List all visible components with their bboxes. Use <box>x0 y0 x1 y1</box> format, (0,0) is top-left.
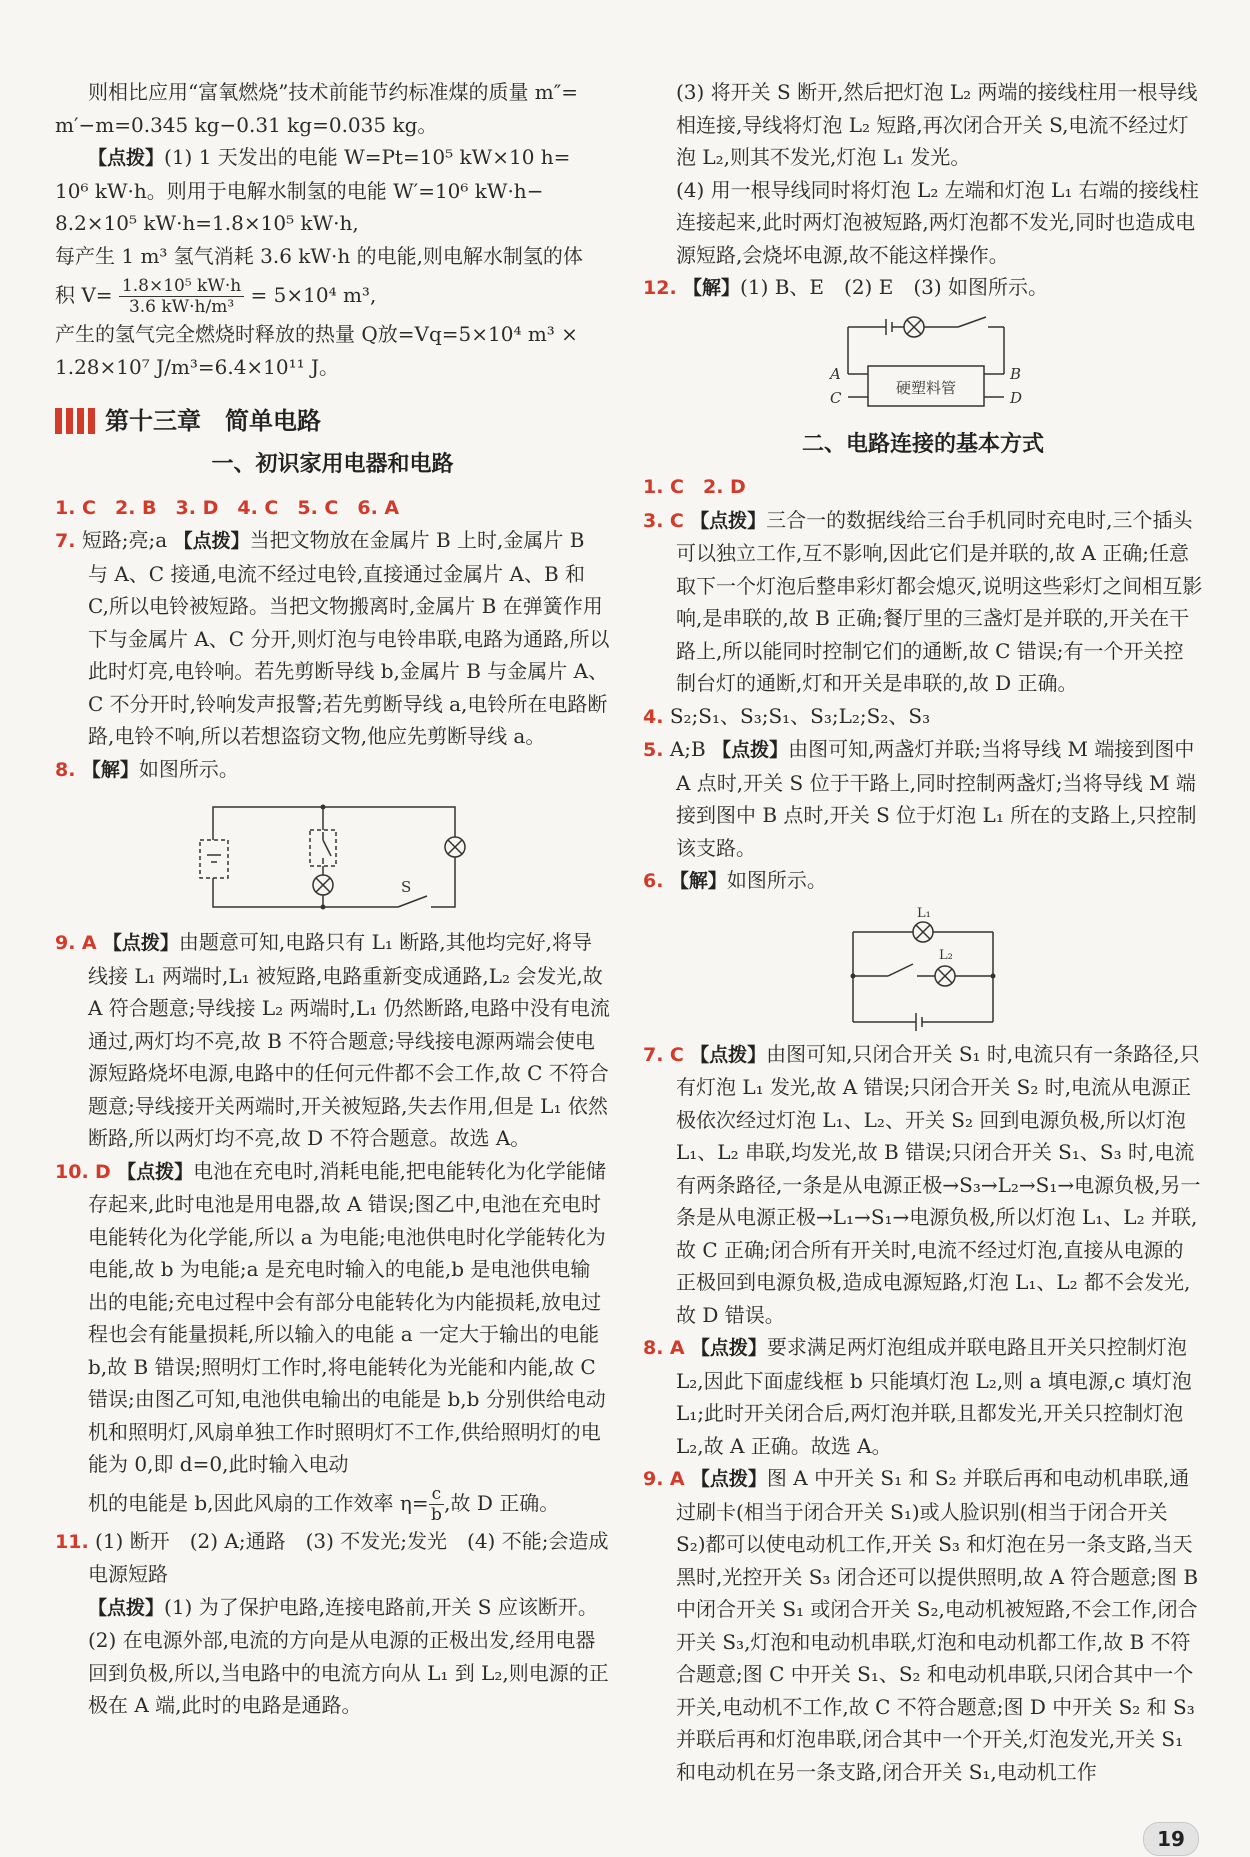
q9r-answer: A <box>669 1468 685 1490</box>
answers-1-2: 1. C 2. D <box>643 476 746 498</box>
q8-circuit-figure <box>55 792 610 922</box>
energy-line-1 <box>55 141 610 175</box>
q10-dianbo-label: 【点拨】 <box>117 1160 194 1183</box>
q10-tail <box>55 1481 610 1525</box>
section-title-2: 二、电路连接的基本方式 <box>801 431 1044 457</box>
q3-number: 3. <box>643 509 664 532</box>
q8r-answer: A <box>669 1337 685 1359</box>
q8-number: 8. <box>55 758 76 781</box>
energy-line-4: 每产生 1 m³ 氢气消耗 3.6 kW·h 的电能,则电解水制氢的体 <box>55 243 583 268</box>
q7-text: 当把文物放在金属片 B 上时,金属片 B 与 A、C 接通,电流不经过电铃,直接通过金属片 A、B 和 C,所以电铃被短路。当把文物搬离时,金属片 B 在弹簧作用下与金属片 A、C 分开,则灯泡与电铃串联,电路为通路,所以此时灯亮,电铃响。若先剪断导线 b,金属片 B 与金属片 A、C 不分开时,铃响发声报警;若先剪断导线 a,电铃所在电路断路,电铃不响,所以若想盗窃文物,他应先剪断导线 a。 <box>88 528 610 748</box>
volume-fraction <box>119 276 244 317</box>
volume-result: = 5×10⁴ m³, <box>250 283 377 307</box>
q6-label-l2: L₂ <box>939 947 953 963</box>
q7-number: 7. <box>55 530 76 552</box>
right-column <box>643 76 1203 1788</box>
q4-text: S₂;S₁、S₃;S₁、S₃;L₂;S₂、S₃ <box>669 703 931 728</box>
question-9 <box>55 926 610 1155</box>
q10-answer: D <box>95 1160 111 1183</box>
q3-dianbo-label: 【点拨】 <box>690 509 767 532</box>
q3-text: 三合一的数据线给三台手机同时充电时,三个插头可以独立工作,互不影响,因此它们是并联的,故 A 正确;任意取下一个灯泡后整串彩灯都会熄灭,说明这些彩灯之间相互影响,是串联的,故 B 正确;餐厅里的三盏灯是并联的,开关在干路上,所以能同时控制它们的通断,故 C 错误;有一个开关控制台灯的通断,灯和开关是串联的,故 D 正确。 <box>676 507 1203 695</box>
q10-tail-suffix: ,故 D 正确。 <box>444 1490 560 1515</box>
q10-tail-prefix: 机的电能是 b,因此风扇的工作效率 η= <box>88 1490 429 1515</box>
q9r-text: 图 A 中开关 S₁ 和 S₂ 并联后再和电动机串联,通过刷卡(相当于闭合开关 S₁)或人脸识别(相当于闭合开关 S₂)都可以使电动机工作,开关 S₃ 和灯泡在另一条支路,当天黑时,光控开关 S₃ 闭合还可以提供照明,故 A 符合题意;图 B 中闭合开关 S₁ 或闭合开关 S₂,电动机被短路,不会工作,闭合开关 S₃,灯泡和电动机串联,灯泡和电动机都工作,故 B 不符合题意;图 C 中开关 S₁、S₂ 和电动机串联,只闭合其中一个开关,电动机不工作,故 C 不符合题意;图 D 中开关 S₂ 和 S₃ 并联后再和灯泡串联,闭合其中一个开关,灯泡发光,开关 S₁ 和电动机在另一条支路,闭合开关 S₁,电动机工作 <box>676 1466 1199 1784</box>
q10-frac-num: c <box>429 1484 445 1505</box>
q8-switch-label: S <box>400 878 411 896</box>
q7r-dianbo-label: 【点拨】 <box>690 1043 767 1066</box>
dianbo-label: 【点拨】 <box>88 147 165 169</box>
q5-dianbo-label: 【点拨】 <box>712 739 789 761</box>
section-title-1: 一、初识家用电器和电路 <box>211 452 454 477</box>
chapter-title <box>55 401 610 441</box>
q11-number: 11. <box>55 1530 89 1553</box>
q6-circuit-figure <box>643 904 1203 1034</box>
heat-line-2: 1.28×10⁷ J/m³=6.4×10¹¹ J。 <box>55 354 340 379</box>
q9-number: 9. <box>55 932 76 954</box>
q8-circuit-diagram <box>183 792 483 922</box>
q7r-text: 由图可知,只闭合开关 S₁ 时,电流只有一条路径,只有灯泡 L₁ 发光,故 A 错误;只闭合开关 S₂ 时,电流从电源正极依次经过灯泡 L₁、L₂、开关 S₂ 回到电源负极,所以灯泡 L₁、L₂ 串联,均发光,故 B 错误;只闭合开关 S₁、S₃ 时,电流有两条路径,一条是从电源正极→S₃→L₂→S₁→电源负极,另一条是从电源正极→L₁→S₁→电源负极,所以灯泡 L₁、L₂ 并联,故 C 正确;闭合所有开关时,电流不经过灯泡,直接从电源的正极回到电源负极,造成电源短路,灯泡 L₁、L₂ 都不会发光,故 D 错误。 <box>676 1041 1201 1327</box>
q8r-text: 要求满足两灯泡组成并联电路且开关只控制灯泡 L₂,因此下面虚线框 b 只能填灯泡 L₂,则 a 填电源,c 填灯泡 L₁;此时开关闭合后,两灯泡并联,且都发光,开关只控制灯泡 L₂,故 A 正确。故选 A。 <box>676 1335 1192 1458</box>
q12-pipe-label: 硬塑料管 <box>895 378 957 397</box>
q6-circuit-diagram <box>833 904 1013 1034</box>
q12-text: (1) B、E (2) E (3) 如图所示。 <box>740 275 1049 299</box>
q6-label-l1: L₁ <box>917 905 931 921</box>
heat-line-1: 产生的氢气完全燃烧时释放的热量 Q放=Vq=5×10⁴ m³ × <box>55 322 578 346</box>
intro-line-1: 则相比应用“富氧燃烧”技术前能节约标准煤的质量 m″= <box>88 80 578 104</box>
q12-label-d: D <box>1010 388 1023 407</box>
volume-line <box>55 272 610 318</box>
question-10 <box>55 1155 610 1481</box>
q12-tag: 【解】 <box>683 277 741 299</box>
q11-explain-2: (2) 在电源外部,电流的方向是从电源的正极出发,经用电器回到负极,所以,当电路中的电流方向从 L₁ 到 L₂,则电源的正极在 A 端,此时的电路是通路。 <box>88 1628 609 1717</box>
energy-text-1: (1) 1 天发出的电能 W=Pt=10⁵ kW×10 h= <box>164 145 571 169</box>
question-9-right <box>643 1462 1203 1788</box>
q5-text: 由图可知,两盏灯并联;当将导线 M 端接到图中 A 点时,开关 S 位于干路上,同时控制两盏灯;当将导线 M 端接到图中 B 点时,开关 S 位于灯泡 L₁ 所在的支路上,只控制该支路。 <box>676 737 1197 860</box>
q7-dianbo-label: 【点拨】 <box>173 530 250 552</box>
q9-text: 由题意可知,电路只有 L₁ 断路,其他均完好,将导线接 L₁ 两端时,L₁ 被短路,电路重新变成通路,L₂ 会发光,故 A 符合题意;导线接 L₂ 两端时,L₁ 仍然断路,电路中没有电流通过,两灯均不亮,故 B 不符合题意;导线接电源两端会使电源短路烧坏电源,电路中的任何元件都不会工作,故 C 不符合题意;导线接开关两端时,开关被短路,失去作用,但是 L₁ 依然断路,所以两灯均不亮,故 D 不符合题意。故选 A。 <box>88 930 610 1150</box>
q12-label-c: C <box>830 388 842 407</box>
volume-numerator: 1.8×10⁵ kW·h <box>119 276 244 297</box>
q10-fraction <box>429 1484 445 1525</box>
q8-text: 如图所示。 <box>138 756 239 781</box>
q6-tag: 【解】 <box>669 870 727 892</box>
page-number: 19 <box>1143 1822 1199 1856</box>
q12-label-a: A <box>830 364 841 383</box>
question-7-right <box>643 1038 1203 1332</box>
intro-line-2: m′−m=0.345 kg−0.31 kg=0.035 kg。 <box>55 112 438 137</box>
q7r-number: 7. <box>643 1043 664 1066</box>
energy-line-3: 8.2×10⁵ kW·h=1.8×10⁵ kW·h, <box>55 211 359 235</box>
q3-answer: C <box>669 509 684 532</box>
q12-circuit-diagram <box>808 311 1038 421</box>
q8r-dianbo-label: 【点拨】 <box>690 1337 767 1359</box>
volume-denominator: 3.6 kW·h/m³ <box>128 297 235 317</box>
q8-tag: 【解】 <box>81 758 139 781</box>
q10-number: 10. <box>55 1160 89 1183</box>
q9r-dianbo-label: 【点拨】 <box>690 1468 767 1490</box>
q11-dianbo-label: 【点拨】 <box>88 1596 165 1619</box>
question-7 <box>55 524 610 753</box>
q8r-number: 8. <box>643 1337 664 1359</box>
q10-frac-den: b <box>430 1504 442 1525</box>
q11-explain-1 <box>55 1591 610 1625</box>
q4-number: 4. <box>643 705 664 728</box>
question-3 <box>643 504 1203 700</box>
q11-part-3: (3) 将开关 S 断开,然后把灯泡 L₂ 两端的接线柱用一根导线相连接,导线将灯泡 L₂ 短路,再次闭合开关 S,电流不经过灯泡 L₂,则其不发光,灯泡 L₁ 发光。 <box>676 80 1198 169</box>
energy-line-2: 10⁶ kW·h。则用于电解水制氢的电能 W′=10⁶ kW·h− <box>55 178 544 203</box>
question-5 <box>643 733 1203 864</box>
q7-answer: 短路;亮;a <box>81 528 168 552</box>
q9-answer: A <box>81 932 97 954</box>
question-4 <box>643 700 1203 734</box>
volume-prefix: 积 V= <box>55 283 113 307</box>
q6-number: 6. <box>643 870 664 892</box>
q9-dianbo-label: 【点拨】 <box>102 932 179 954</box>
q12-label-b: B <box>1010 364 1022 383</box>
q6-text: 如图所示。 <box>726 868 827 892</box>
question-12 <box>643 271 1203 305</box>
question-8-right <box>643 1331 1203 1462</box>
question-11 <box>55 1525 610 1591</box>
q10-text: 电池在充电时,消耗电能,把电能转化为化学能储存起来,此时电池是用电器,故 A 错误;图乙中,电池在充电时电能转化为化学能,所以 a 为电能;电池供电时化学能转化为电能,故 b 为电能;a 是充电时输入的电能,b 是电池供电输出的电能;充电过程中会有部分电能转化为内能损耗,放电过程也会有能量损耗,所以输入的电能 a 一定大于输出的电能 b,故 B 错误;照明灯工作时,将电能转化为光能和内能,故 C 错误;由图乙可知,电池供电输出的电能是 b,b 分别供给电动机和照明灯,风扇单独工作时照明灯不工作,供给照明灯的电能为 0,即 d=0,此时输入电动 <box>88 1158 606 1476</box>
chapter-title-text: 第十三章 简单电路 <box>105 406 321 435</box>
answers-1-6: 1. C 2. B 3. D 4. C 5. C 6. A <box>55 496 400 519</box>
q11-text-1: (1) 为了保护电路,连接电路前,开关 S 应该断开。 <box>164 1594 598 1619</box>
q12-number: 12. <box>643 277 677 299</box>
q12-circuit-figure <box>643 311 1203 421</box>
q11-part-4: (4) 用一根导线同时将灯泡 L₂ 左端和灯泡 L₁ 右端的接线柱连接起来,此时两灯泡被短路,两灯泡都不发光,同时也造成电源短路,会烧坏电源,故不能这样操作。 <box>676 177 1199 267</box>
q11-answer: (1) 断开 (2) A;通路 (3) 不发光;发光 (4) 不能;会造成电源短路 <box>88 1528 609 1586</box>
left-column <box>55 76 610 1722</box>
question-6 <box>643 864 1203 898</box>
question-8 <box>55 753 610 787</box>
q5-answer: A;B <box>669 737 706 761</box>
q9r-number: 9. <box>643 1468 664 1490</box>
chapter-bars-icon <box>55 408 95 434</box>
q7r-answer: C <box>669 1043 684 1066</box>
q5-number: 5. <box>643 739 664 761</box>
